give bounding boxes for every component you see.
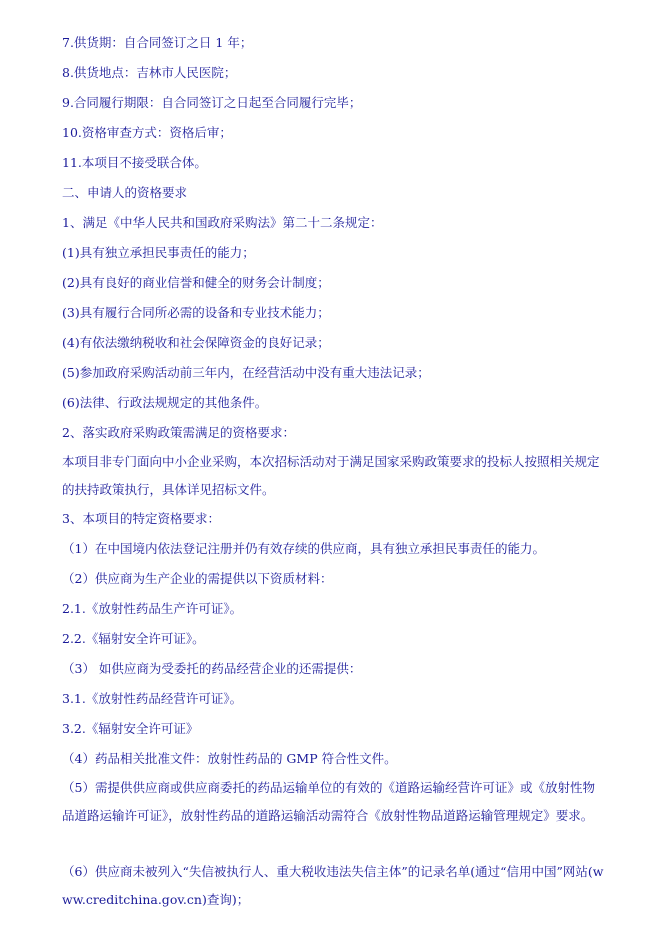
text-line: 2.2.《辐射安全许可证》。 [62, 631, 205, 646]
text-paragraph: （6）供应商未被列入“失信被执行人、重大税收违法失信主体”的记录名单(通过“信用中国”网站(www.creditchina.gov.cn)查询)； [62, 864, 604, 907]
section-heading: 二、申请人的资格要求 [62, 185, 188, 200]
text-line: (4)有依法缴纳税收和社会保障资金的良好记录； [62, 335, 330, 350]
text-line: (6)法律、行政法规规定的其他条件。 [62, 395, 268, 410]
text-line: （1）在中国境内依法登记注册并仍有效存续的供应商，具有独立承担民事责任的能力。 [62, 541, 545, 556]
text-line: 10.资格审查方式：资格后审； [62, 125, 232, 140]
text-line: 2、落实政府采购政策需满足的资格要求： [62, 425, 295, 440]
text-line: 2.1.《放射性药品生产许可证》。 [62, 601, 243, 616]
text-line: (5)参加政府采购活动前三年内，在经营活动中没有重大违法记录； [62, 365, 430, 380]
text-line: （2）供应商为生产企业的需提供以下资质材料： [62, 571, 333, 586]
text-line: 3、本项目的特定资格要求： [62, 511, 220, 526]
text-line: 1、满足《中华人民共和国政府采购法》第二十二条规定： [62, 215, 383, 230]
text-line: （3） 如供应商为受委托的药品经营企业的还需提供： [62, 661, 362, 676]
text-line: (3)具有履行合同所必需的设备和专业技术能力； [62, 305, 330, 320]
text-line: （4）药品相关批准文件：放射性药品的 GMP 符合性文件。 [62, 751, 397, 766]
text-line: 9.合同履行期限：自合同签订之日起至合同履行完毕； [62, 95, 362, 110]
text-line: 3.2.《辐射安全许可证》 [62, 721, 199, 736]
text-line: 11.本项目不接受联合体。 [62, 155, 207, 170]
text-line: 8.供货地点：吉林市人民医院； [62, 65, 237, 80]
text-paragraph: （5）需提供供应商或供应商委托的药品运输单位的有效的《道路运输经营许可证》或《放射性物品道路运输许可证》，放射性药品的道路运输活动需符合《放射性物品道路运输管理规定》要求。 [62, 780, 595, 823]
text-paragraph: 本项目非专门面向中小企业采购，本次招标活动对于满足国家采购政策要求的投标人按照相关规定的扶持政策执行，具体详见招标文件。 [62, 454, 600, 497]
text-line: 7.供货期：自合同签订之日 1 年； [62, 35, 253, 50]
text-line: (1)具有独立承担民事责任的能力； [62, 245, 255, 260]
text-line: 3.1.《放射性药品经营许可证》。 [62, 691, 243, 706]
text-line: (2)具有良好的商业信誉和健全的财务会计制度； [62, 275, 330, 290]
